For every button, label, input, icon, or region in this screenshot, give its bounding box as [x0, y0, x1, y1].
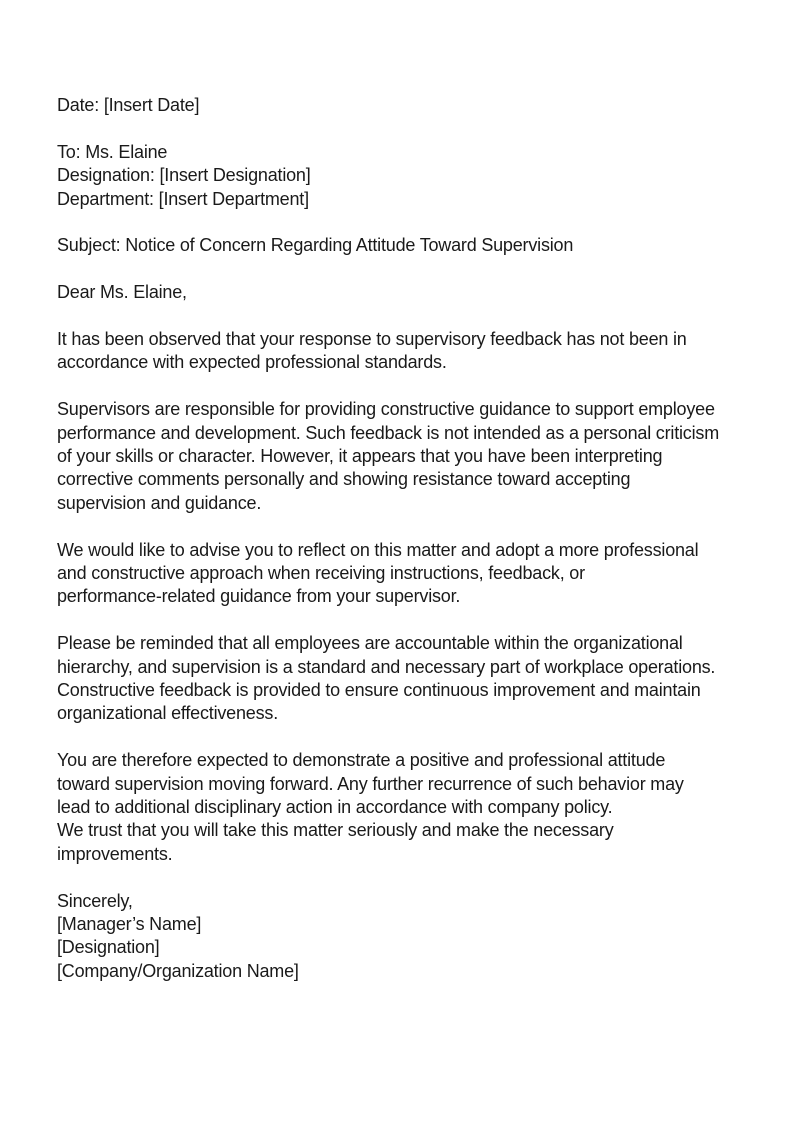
paragraph-line: It has been observed that your response to supervisory feedback has not been in [57, 329, 687, 349]
paragraph-line: Please be reminded that all employees are accountable within the organizational [57, 633, 683, 654]
salutation-block [57, 281, 757, 304]
recipient-block [57, 141, 757, 211]
paragraph-line: You are therefore expected to demonstrate a positive and professional attitude [57, 750, 666, 771]
salutation: Dear Ms. Elaine, [57, 282, 187, 303]
paragraph-1 [57, 328, 757, 375]
paragraph-line: Constructive feedback is provided to ensure continuous improvement and maintain [57, 680, 701, 701]
paragraph-line: toward supervision moving forward. Any further recurrence of such behavior may [57, 773, 684, 794]
signatory-designation: [Designation] [57, 937, 160, 958]
paragraph-line: supervision and guidance. [57, 492, 262, 513]
closing-signoff: Sincerely, [57, 890, 133, 911]
paragraph-2 [57, 398, 757, 515]
paragraph-line: organizational effectiveness. [57, 703, 279, 724]
paragraph-line: lead to additional disciplinary action in accordance with company policy. [57, 797, 613, 818]
recipient-department: Department: [Insert Department] [57, 188, 309, 209]
paragraph-line: We would like to advise you to reflect on this matter and adopt a more professional [57, 539, 699, 560]
paragraph-line: accordance with expected professional standards. [57, 352, 447, 373]
letter-document [57, 94, 757, 1007]
paragraph-4 [57, 632, 757, 726]
closing-block [57, 890, 757, 984]
recipient-designation: Designation: [Insert Designation] [57, 165, 311, 186]
subject-block [57, 234, 757, 257]
paragraph-line: We trust that you will take this matter seriously and make the necessary [57, 820, 614, 841]
paragraph-line: improvements. [57, 843, 173, 864]
paragraph-line: performance and development. Such feedback is not intended as a personal criticism [57, 422, 719, 443]
paragraph-line: corrective comments personally and showing resistance toward accepting [57, 469, 631, 490]
paragraph-line: and constructive approach when receiving instructions, feedback, or [57, 563, 585, 584]
date-block [57, 94, 757, 117]
recipient-to: To: Ms. Elaine [57, 141, 168, 162]
paragraph-3 [57, 539, 757, 609]
paragraph-line: Supervisors are responsible for providing constructive guidance to support employee [57, 399, 715, 420]
date-line: Date: [Insert Date] [57, 95, 200, 115]
signatory-name: [Manager’s Name] [57, 914, 202, 935]
paragraph-line: performance-related guidance from your supervisor. [57, 586, 461, 607]
signatory-organization: [Company/Organization Name] [57, 960, 299, 981]
subject-line: Subject: Notice of Concern Regarding Attitude Toward Supervision [57, 235, 574, 256]
paragraph-line: of your skills or character. However, it appears that you have been interpreting [57, 446, 663, 467]
paragraph-line: hierarchy, and supervision is a standard and necessary part of workplace operations. [57, 656, 716, 677]
paragraph-5 [57, 749, 757, 866]
